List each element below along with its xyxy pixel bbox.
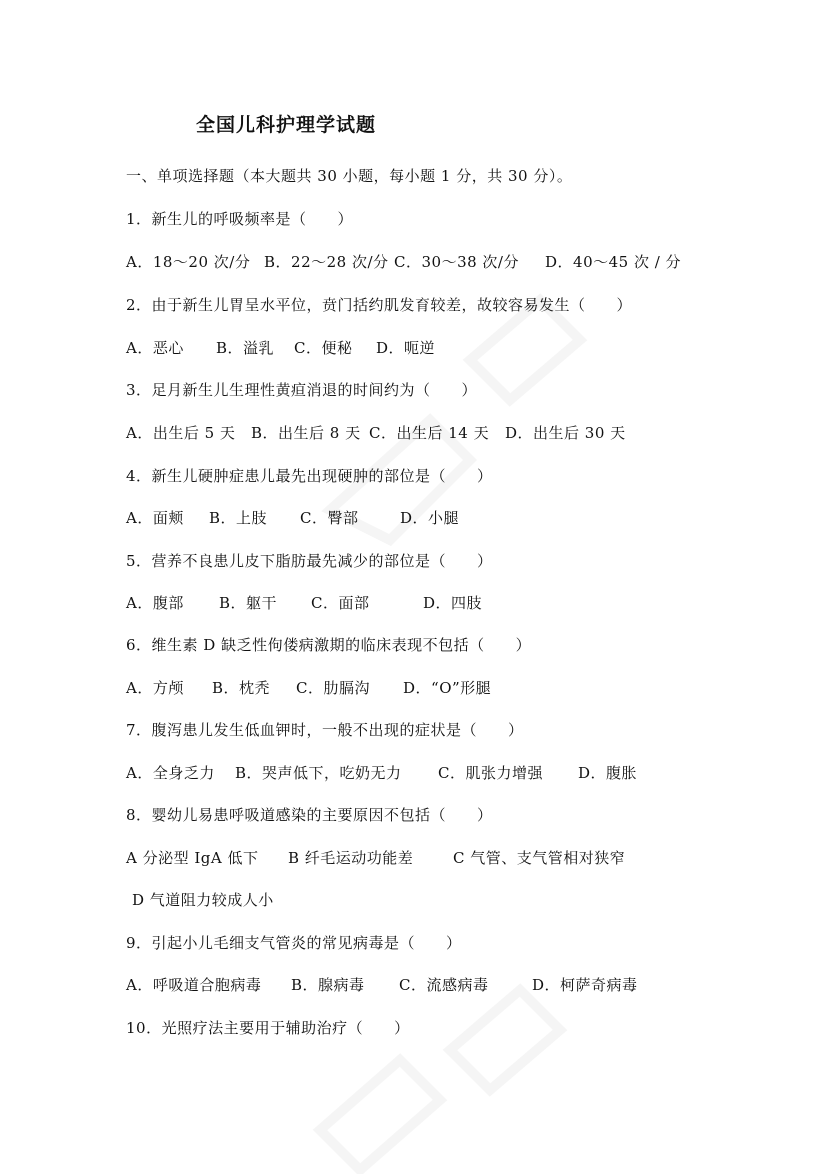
option-9a: A．呼吸道合胞病毒 <box>126 976 262 994</box>
option-7c: C．肌张力增强 <box>438 764 543 782</box>
option-8c: C 气管、支气管相对狭窄 <box>453 849 626 867</box>
option-5d: D．四肢 <box>423 594 483 612</box>
option-2a: A．恶心 <box>126 339 184 357</box>
option-2d: D．呃逆 <box>376 339 436 357</box>
option-1c: C．30～38 次/分 <box>394 253 519 271</box>
option-7a: A．全身乏力 <box>126 764 215 782</box>
option-9c: C．流感病毒 <box>399 976 489 994</box>
options-9 <box>126 974 638 995</box>
option-9b: B．腺病毒 <box>291 976 365 994</box>
option-4b: B．上肢 <box>209 509 268 527</box>
options-4 <box>126 507 459 528</box>
question-1: 1．新生儿的呼吸频率是（ ） <box>126 210 354 228</box>
question-6: 6．维生素 D 缺乏性佝偻病激期的临床表现不包括（ ） <box>126 636 532 654</box>
option-7b: B．哭声低下，吃奶无力 <box>235 764 402 782</box>
question-3: 3．足月新生儿生理性黄疸消退的时间约为（ ） <box>126 381 478 399</box>
question-7: 7．腹泻患儿发生低血钾时，一般不出现的症状是（ ） <box>126 721 524 739</box>
option-1d: D．40～45 次 / 分 <box>545 253 682 271</box>
option-4c: C．臀部 <box>300 509 359 527</box>
question-8: 8．婴幼儿易患呼吸道感染的主要原因不包括（ ） <box>126 806 493 824</box>
options-6 <box>126 677 491 698</box>
option-2c: C．便秘 <box>294 339 353 357</box>
option-5c: C．面部 <box>311 594 370 612</box>
question-4: 4．新生儿硬肿症患儿最先出现硬肿的部位是（ ） <box>126 467 493 485</box>
question-2: 2．由于新生儿胃呈水平位，贲门括约肌发育较差，故较容易发生（ ） <box>126 296 633 314</box>
option-4d: D．小腿 <box>400 509 460 527</box>
option-3d: D．出生后 30 天 <box>505 424 626 442</box>
option-5b: B．躯干 <box>219 594 278 612</box>
option-6b: B．枕秃 <box>212 679 271 697</box>
option-6a: A．方颅 <box>126 679 184 697</box>
option-8b: B 纤毛运动功能差 <box>288 849 414 867</box>
option-9d: D．柯萨奇病毒 <box>532 976 638 994</box>
option-3c: C．出生后 14 天 <box>369 424 490 442</box>
option-3b: B．出生后 8 天 <box>251 424 361 442</box>
option-1a: A．18～20 次/分 <box>126 253 251 271</box>
page-title: 全国儿科护理学试题 <box>196 114 377 136</box>
option-8d: D 气道阻力较成人小 <box>132 891 274 909</box>
option-3a: A．出生后 5 天 <box>126 424 236 442</box>
options-1 <box>126 251 681 272</box>
option-6d: D．“O”形腿 <box>403 679 492 697</box>
option-8a: A 分泌型 IgA 低下 <box>126 849 259 867</box>
option-1b: B．22～28 次/分 <box>264 253 389 271</box>
option-4a: A．面颊 <box>126 509 184 527</box>
option-2b: B．溢乳 <box>216 339 275 357</box>
options-8 <box>126 847 625 868</box>
question-10: 10．光照疗法主要用于辅助治疗（ ） <box>126 1019 410 1037</box>
option-6c: C．肋膈沟 <box>296 679 370 697</box>
options-7 <box>126 762 637 783</box>
options-2 <box>126 337 435 358</box>
question-5: 5．营养不良患儿皮下脂肪最先减少的部位是（ ） <box>126 552 493 570</box>
option-5a: A．腹部 <box>126 594 184 612</box>
question-9: 9．引起小儿毛细支气管炎的常见病毒是（ ） <box>126 934 462 952</box>
section-header: 一、单项选择题（本大题共 30 小题，每小题 1 分，共 30 分）。 <box>126 167 573 185</box>
options-3 <box>126 422 626 443</box>
options-5 <box>126 592 482 613</box>
option-7d: D．腹胀 <box>578 764 638 782</box>
